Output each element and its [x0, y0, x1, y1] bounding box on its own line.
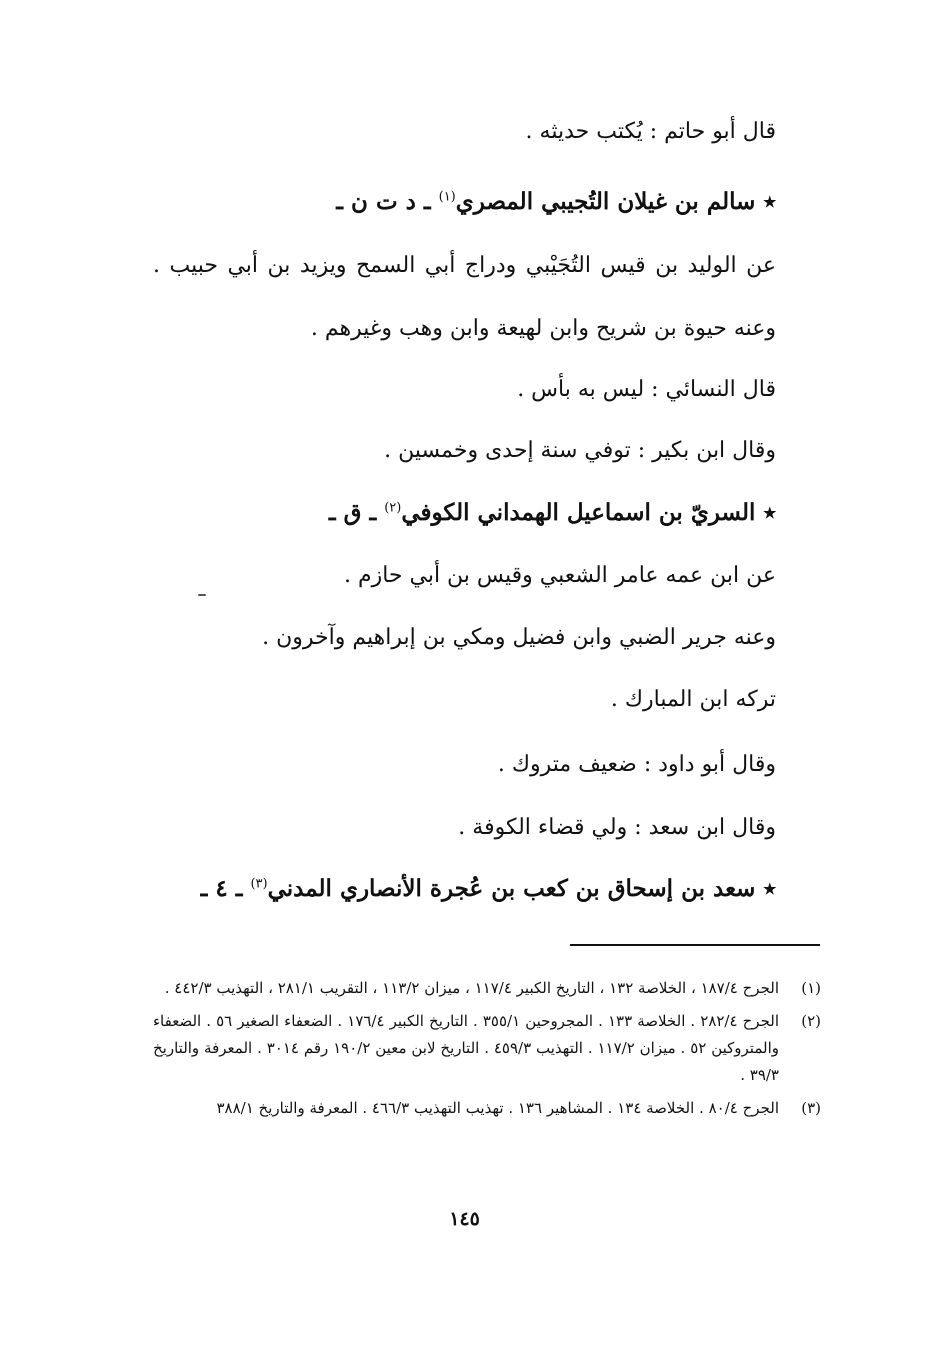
- page-number: ١٤٥: [449, 1208, 480, 1230]
- text-line: وقال أبو داود : ضعيف متروك .: [497, 752, 776, 777]
- scan-speck: [198, 594, 206, 596]
- footnote: [153, 975, 821, 1002]
- footnote-reference: (١): [438, 189, 456, 205]
- entry-heading: [201, 872, 776, 906]
- footnote-text: الجرح ١٨٧/٤ ، الخلاصة ١٣٢ ، التاريخ الكبير ١١٧/٤ ، ميزان ١١٣/٢ ، التقريب ٢٨١/١ ، التهذيب ٤٤٢/٣ .: [164, 979, 779, 997]
- footnotes-section: [153, 975, 821, 1128]
- entry-name: السريّ بن اسماعيل الهمداني الكوفي: [401, 499, 756, 526]
- text-line: قال النسائي : ليس به بأس .: [517, 377, 776, 402]
- text-line: تركه ابن المبارك .: [610, 687, 776, 712]
- footnote-number: (٢): [801, 1012, 821, 1030]
- entry-heading: [336, 185, 776, 219]
- entry-codes: ـ د ت ن ـ: [336, 188, 431, 215]
- entry-codes: ـ ٤ ـ: [200, 875, 243, 902]
- footnote: [153, 1008, 821, 1089]
- entry-bullet: ٭: [763, 875, 776, 902]
- entry-name: سالم بن غيلان التُجيبي المصري: [455, 188, 756, 215]
- text-line: وقال ابن سعد : ولي قضاء الكوفة .: [458, 815, 776, 840]
- entry-name: سعد بن إسحاق بن كعب بن عُجرة الأنصاري المدني: [267, 875, 756, 902]
- footnote-separator: [570, 944, 820, 946]
- text-line: وعنه جرير الضبي وابن فضيل ومكي بن إبراهيم وآخرون .: [262, 625, 776, 650]
- footnote: [153, 1095, 821, 1122]
- text-line: وقال ابن بكير : توفي سنة إحدى وخمسين .: [384, 438, 776, 463]
- entry-bullet: ٭: [763, 188, 776, 215]
- entry-bullet: ٭: [763, 499, 776, 526]
- text-line: عن الوليد بن قيس التُجَيْبي ودراج أبي السمح ويزيد بن أبي حبيب .: [153, 253, 776, 278]
- footnote-number: (١): [801, 979, 821, 997]
- text-line: وعنه حيوة بن شريح وابن لهيعة وابن وهب وغيرهم .: [310, 316, 776, 341]
- entry-codes: ـ ق ـ: [328, 499, 377, 526]
- footnote-reference: (٢): [384, 500, 402, 516]
- text-line: قال أبو حاتم : يُكتب حديثه .: [525, 119, 776, 144]
- footnote-number: (٣): [801, 1099, 821, 1117]
- text-line: عن ابن عمه عامر الشعبي وقيس بن أبي حازم .: [343, 563, 776, 588]
- footnote-text: الجرح ٨٠/٤ . الخلاصة ١٣٤ . المشاهير ١٣٦ . تهذيب التهذيب ٤٦٦/٣ . المعرفة والتاريخ ٣٨٨/١: [216, 1099, 779, 1117]
- footnote-text: الجرح ٢٨٢/٤ . الخلاصة ١٣٣ . المجروحين ٣٥٥/١ . التاريخ الكبير ١٧٦/٤ . الضعفاء الصغير ٥٦ . الضعفاء والمتروكين ٥٢ . ميزان ١١٧/٢ . التهذيب ٤٥٩/٣ . التاريخ لابن معين ١٩٠/٢ رقم ٣٠١٤ . المعرفة والتاريخ ٣٩/٣ .: [153, 1012, 779, 1084]
- footnote-reference: (٣): [250, 876, 268, 892]
- entry-heading: [329, 496, 776, 530]
